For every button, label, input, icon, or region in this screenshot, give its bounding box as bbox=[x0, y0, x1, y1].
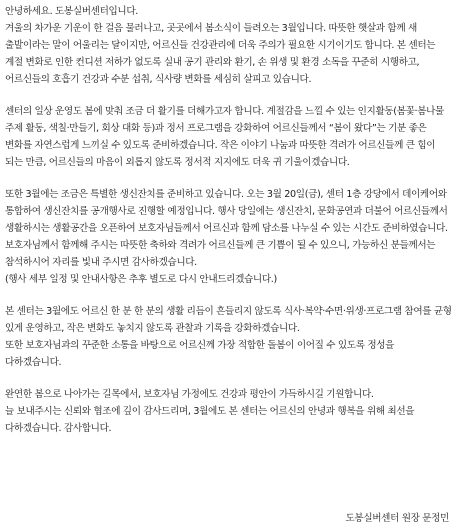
paragraph-wishes: 완연한 봄으로 나아가는 길목에서, 보호자님 가정에도 건강과 평안이 가득하시길 기원합니다. bbox=[5, 389, 374, 400]
signature: 도봉실버센터 원장 문정민 bbox=[345, 513, 449, 524]
letter-body bbox=[5, 3, 452, 452]
paragraph-programs: 센터의 일상 운영도 봄에 맞춰 조금 더 활기를 더해가고자 합니다. 계절감을 느낄 수 있는 인지활동(봄꽃·봄나물 주제 활동, 색칠·만들기, 회상 대화 등)과 정서 프로그램을 강화하여 어르신들께서 “봄이 왔다”는 기분 좋은 변화를 자연스럽게 느끼실 수 있도록 준비하겠습니다. 작은 이야기 나눔과 따뜻한 격려가 어르신들께 큰 힘이 되는 만큼, 어르신들의 마음이 외롭지 않도록 정서적 지지에도 더욱 귀 기울이겠습니다. bbox=[5, 106, 444, 168]
greeting: 안녕하세요. 도봉실버센터입니다. bbox=[5, 6, 138, 17]
paragraph-event-note: (행사 세부 일정 및 안내사항은 추후 별도로 다시 안내드리겠습니다.) bbox=[5, 274, 277, 285]
paragraph-communication: 또한 보호자님과의 꾸준한 소통을 바탕으로 어르신께 가장 적합한 돌봄이 이어질 수 있도록 정성을 다하겠습니다. bbox=[5, 340, 395, 368]
paragraph-care-routine: 본 센터는 3월에도 어르신 한 분 한 분의 생활 리듬이 흔들리지 않도록 식사·복약·수면·위생·프로그램 참여를 균형 있게 운영하고, 작은 변화도 놓치지 않도록 관찰과 기록을 강화하겠습니다. bbox=[5, 306, 452, 334]
paragraph-birthday-event: 또한 3월에는 조금은 특별한 생신잔치를 준비하고 있습니다. 오는 3월 20일(금), 센터 1층 강당에서 데이케어와 통합하여 생신잔치를 공개행사로 진행할 예정입니다. 행사 당일에는 생신잔치, 문화공연과 더불어 어르신들께서 생활하시는 생활공간을 오픈하여 보호자님들께서 어르신과 함께 담소를 나누실 수 있는 시간도 준비하였습니다. 보호자님께서 함께해 주시는 따뜻한 축하와 격려가 어르신들께 큰 기쁨이 될 수 있으니, 가능하신 분들께서는 참석하시어 자리를 빛내 주시면 감사하겠습니다. bbox=[5, 189, 448, 268]
paragraph-closing: 늘 보내주시는 신뢰와 협조에 깊이 감사드리며, 3월에도 본 센터는 어르신의 안녕과 행복을 위해 최선을 다하겠습니다. 감사합니다. bbox=[5, 406, 415, 434]
paragraph-intro: 겨울의 차가운 기운이 한 걸음 물러나고, 곳곳에서 봄소식이 들려오는 3월입니다. 따뜻한 햇살과 함께 새 출발이라는 말이 어울리는 달이지만, 어르신들 건강관리에 더욱 주의가 필요한 시기이기도 합니다. 본 센터는 계절 변화로 인한 컨디션 저하가 없도록 실내 공기 관리와 환기, 손 위생 및 환경 소독을 꾸준히 시행하고, 어르신들의 호흡기 건강과 수분 섭취, 식사량 변화를 세심히 살피고 있습니다. bbox=[5, 23, 436, 85]
